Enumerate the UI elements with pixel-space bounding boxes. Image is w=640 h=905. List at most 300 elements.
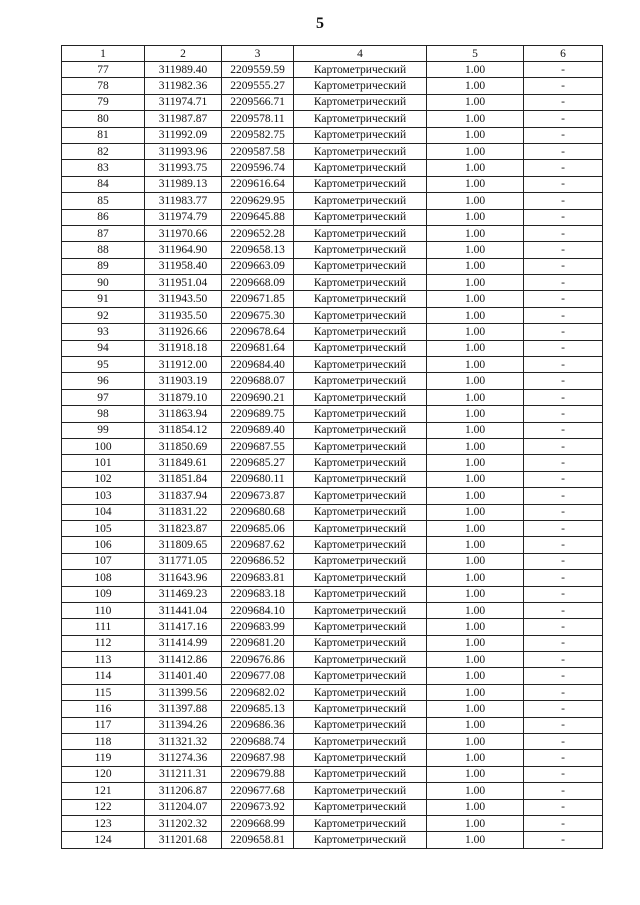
table-row xyxy=(62,127,603,143)
table-cell: 2209675.30 xyxy=(222,307,294,323)
table-cell: Картометрический xyxy=(294,799,427,815)
table-cell: 108 xyxy=(62,570,145,586)
table-cell: 86 xyxy=(62,209,145,225)
table-cell: 311202.32 xyxy=(145,815,222,831)
column-header: 4 xyxy=(294,46,427,62)
table-cell: Картометрический xyxy=(294,668,427,684)
table-cell: Картометрический xyxy=(294,209,427,225)
table-cell: 2209616.64 xyxy=(222,176,294,192)
table-cell: Картометрический xyxy=(294,307,427,323)
table-row xyxy=(62,62,603,78)
table-row xyxy=(62,783,603,799)
table-cell: - xyxy=(524,504,603,520)
table-cell: - xyxy=(524,127,603,143)
table-row xyxy=(62,422,603,438)
table-cell: 2209684.10 xyxy=(222,602,294,618)
table-row xyxy=(62,324,603,340)
table-cell: 121 xyxy=(62,783,145,799)
table-cell: 1.00 xyxy=(427,635,524,651)
table-cell: - xyxy=(524,488,603,504)
table-cell: - xyxy=(524,291,603,307)
table-row xyxy=(62,701,603,717)
table-cell: 2209683.81 xyxy=(222,570,294,586)
table-cell: - xyxy=(524,455,603,471)
table-row xyxy=(62,750,603,766)
table-cell: 2209688.07 xyxy=(222,373,294,389)
table-cell: 2209680.11 xyxy=(222,471,294,487)
table-row xyxy=(62,684,603,700)
table-cell: 2209688.74 xyxy=(222,734,294,750)
table-cell: 1.00 xyxy=(427,586,524,602)
table-cell: 81 xyxy=(62,127,145,143)
table-cell: 118 xyxy=(62,734,145,750)
table-cell: Картометрический xyxy=(294,373,427,389)
table-cell: 2209578.11 xyxy=(222,111,294,127)
table-cell: - xyxy=(524,422,603,438)
table-cell: 311204.07 xyxy=(145,799,222,815)
table-cell: - xyxy=(524,471,603,487)
table-cell: 311918.18 xyxy=(145,340,222,356)
table-cell: Картометрический xyxy=(294,275,427,291)
table-cell: 311912.00 xyxy=(145,357,222,373)
table-cell: - xyxy=(524,307,603,323)
table-cell: 110 xyxy=(62,602,145,618)
column-header: 2 xyxy=(145,46,222,62)
table-row xyxy=(62,94,603,110)
table-cell: 1.00 xyxy=(427,701,524,717)
table-cell: 1.00 xyxy=(427,307,524,323)
table-cell: 1.00 xyxy=(427,750,524,766)
table-cell: Картометрический xyxy=(294,504,427,520)
table-cell: 311987.87 xyxy=(145,111,222,127)
table-cell: 1.00 xyxy=(427,570,524,586)
table-cell: 311974.79 xyxy=(145,209,222,225)
table-cell: 1.00 xyxy=(427,62,524,78)
table-cell: 1.00 xyxy=(427,193,524,209)
table-row xyxy=(62,193,603,209)
table-cell: - xyxy=(524,832,603,848)
table-cell: Картометрический xyxy=(294,94,427,110)
table-row xyxy=(62,176,603,192)
table-cell: 1.00 xyxy=(427,832,524,848)
table-row xyxy=(62,652,603,668)
table-row xyxy=(62,307,603,323)
table-cell: Картометрический xyxy=(294,422,427,438)
table-cell: 92 xyxy=(62,307,145,323)
table-cell: 1.00 xyxy=(427,242,524,258)
table-cell: 1.00 xyxy=(427,553,524,569)
table-row xyxy=(62,357,603,373)
table-cell: 1.00 xyxy=(427,488,524,504)
table-cell: Картометрический xyxy=(294,471,427,487)
table-cell: 82 xyxy=(62,143,145,159)
table-cell: Картометрический xyxy=(294,750,427,766)
table-cell: 2209679.88 xyxy=(222,766,294,782)
table-cell: 311993.75 xyxy=(145,160,222,176)
table-row xyxy=(62,586,603,602)
table-cell: Картометрический xyxy=(294,602,427,618)
table-cell: 2209658.13 xyxy=(222,242,294,258)
table-cell: 98 xyxy=(62,406,145,422)
table-cell: 2209689.40 xyxy=(222,422,294,438)
table-cell: 123 xyxy=(62,815,145,831)
table-cell: 311412.86 xyxy=(145,652,222,668)
table-cell: Картометрический xyxy=(294,62,427,78)
table-cell: 2209559.59 xyxy=(222,62,294,78)
table-cell: - xyxy=(524,701,603,717)
table-cell: 2209684.40 xyxy=(222,357,294,373)
table-cell: 311850.69 xyxy=(145,438,222,454)
table-cell: - xyxy=(524,438,603,454)
table-cell: 311643.96 xyxy=(145,570,222,586)
table-cell: 117 xyxy=(62,717,145,733)
table-row xyxy=(62,242,603,258)
table-cell: - xyxy=(524,520,603,536)
table-cell: 311401.40 xyxy=(145,668,222,684)
table-cell: - xyxy=(524,799,603,815)
table-cell: 84 xyxy=(62,176,145,192)
table-cell: - xyxy=(524,766,603,782)
table-cell: - xyxy=(524,111,603,127)
table-cell: 2209663.09 xyxy=(222,258,294,274)
table-cell: 96 xyxy=(62,373,145,389)
table-cell: 1.00 xyxy=(427,455,524,471)
table-cell: 1.00 xyxy=(427,275,524,291)
table-cell: - xyxy=(524,94,603,110)
table-cell: Картометрический xyxy=(294,340,427,356)
table-row xyxy=(62,275,603,291)
table-cell: 311831.22 xyxy=(145,504,222,520)
table-cell: - xyxy=(524,209,603,225)
table-cell: 311809.65 xyxy=(145,537,222,553)
table-row xyxy=(62,209,603,225)
table-cell: 311321.32 xyxy=(145,734,222,750)
table-cell: 2209677.08 xyxy=(222,668,294,684)
table-cell: 2209671.85 xyxy=(222,291,294,307)
table-cell: 101 xyxy=(62,455,145,471)
table-cell: 2209658.81 xyxy=(222,832,294,848)
table-row xyxy=(62,111,603,127)
table-cell: Картометрический xyxy=(294,176,427,192)
table-cell: 311951.04 xyxy=(145,275,222,291)
table-cell: 311943.50 xyxy=(145,291,222,307)
table-row xyxy=(62,504,603,520)
table-cell: 311958.40 xyxy=(145,258,222,274)
table-cell: 2209683.99 xyxy=(222,619,294,635)
column-header: 5 xyxy=(427,46,524,62)
table-cell: 2209683.18 xyxy=(222,586,294,602)
table-cell: 1.00 xyxy=(427,537,524,553)
table-cell: 311974.71 xyxy=(145,94,222,110)
table-cell: 1.00 xyxy=(427,815,524,831)
table-cell: 311201.68 xyxy=(145,832,222,848)
table-cell: - xyxy=(524,275,603,291)
table-cell: - xyxy=(524,78,603,94)
table-cell: 2209685.27 xyxy=(222,455,294,471)
table-row xyxy=(62,717,603,733)
table-cell: 311823.87 xyxy=(145,520,222,536)
table-cell: Картометрический xyxy=(294,242,427,258)
table-cell: - xyxy=(524,619,603,635)
table-cell: 311854.12 xyxy=(145,422,222,438)
table-cell: 109 xyxy=(62,586,145,602)
table-cell: - xyxy=(524,602,603,618)
table-cell: - xyxy=(524,193,603,209)
table-cell: - xyxy=(524,783,603,799)
table-cell: - xyxy=(524,717,603,733)
table-cell: Картометрический xyxy=(294,635,427,651)
table-row xyxy=(62,471,603,487)
table-cell: - xyxy=(524,570,603,586)
table-cell: 1.00 xyxy=(427,422,524,438)
table-cell: Картометрический xyxy=(294,832,427,848)
table-cell: 311926.66 xyxy=(145,324,222,340)
table-cell: - xyxy=(524,586,603,602)
table-cell: - xyxy=(524,225,603,241)
table-cell: 311903.19 xyxy=(145,373,222,389)
table-cell: Картометрический xyxy=(294,815,427,831)
table-cell: 311837.94 xyxy=(145,488,222,504)
table-cell: 311399.56 xyxy=(145,684,222,700)
table-cell: 311206.87 xyxy=(145,783,222,799)
table-cell: 114 xyxy=(62,668,145,684)
table-cell: 311983.77 xyxy=(145,193,222,209)
table-cell: - xyxy=(524,635,603,651)
table-cell: 105 xyxy=(62,520,145,536)
table-cell: 2209668.99 xyxy=(222,815,294,831)
table-cell: 116 xyxy=(62,701,145,717)
table-cell: Картометрический xyxy=(294,455,427,471)
table-cell: 2209566.71 xyxy=(222,94,294,110)
table-cell: Картометрический xyxy=(294,127,427,143)
table-cell: - xyxy=(524,143,603,159)
table-cell: 99 xyxy=(62,422,145,438)
table-row xyxy=(62,668,603,684)
table-cell: 311441.04 xyxy=(145,602,222,618)
table-cell: 311970.66 xyxy=(145,225,222,241)
table-cell: 113 xyxy=(62,652,145,668)
table-cell: 311397.88 xyxy=(145,701,222,717)
table-cell: 311849.61 xyxy=(145,455,222,471)
table-cell: Картометрический xyxy=(294,193,427,209)
table-cell: 111 xyxy=(62,619,145,635)
column-header: 1 xyxy=(62,46,145,62)
table-cell: Картометрический xyxy=(294,553,427,569)
table-row xyxy=(62,373,603,389)
table-cell: Картометрический xyxy=(294,684,427,700)
table-cell: Картометрический xyxy=(294,734,427,750)
table-row xyxy=(62,734,603,750)
table-row xyxy=(62,488,603,504)
table-cell: 119 xyxy=(62,750,145,766)
table-cell: - xyxy=(524,340,603,356)
table-cell: 311863.94 xyxy=(145,406,222,422)
table-row xyxy=(62,570,603,586)
table-cell: 1.00 xyxy=(427,799,524,815)
table-cell: - xyxy=(524,357,603,373)
table-cell: 104 xyxy=(62,504,145,520)
table-cell: 112 xyxy=(62,635,145,651)
table-cell: 94 xyxy=(62,340,145,356)
table-cell: - xyxy=(524,553,603,569)
table-cell: 2209596.74 xyxy=(222,160,294,176)
table-row xyxy=(62,832,603,848)
table-cell: 80 xyxy=(62,111,145,127)
table-header-row xyxy=(62,46,603,62)
table-cell: 2209686.52 xyxy=(222,553,294,569)
column-header: 3 xyxy=(222,46,294,62)
table-cell: 311989.13 xyxy=(145,176,222,192)
table-row xyxy=(62,225,603,241)
table-cell: - xyxy=(524,389,603,405)
table-cell: - xyxy=(524,750,603,766)
table-cell: Картометрический xyxy=(294,143,427,159)
table-cell: 1.00 xyxy=(427,619,524,635)
table-row xyxy=(62,258,603,274)
table-cell: 90 xyxy=(62,275,145,291)
table-row xyxy=(62,389,603,405)
table-cell: 2209681.20 xyxy=(222,635,294,651)
coordinates-table xyxy=(61,45,603,849)
table-cell: 120 xyxy=(62,766,145,782)
table-cell: 93 xyxy=(62,324,145,340)
table-cell: 2209677.68 xyxy=(222,783,294,799)
table-cell: Картометрический xyxy=(294,520,427,536)
table-cell: Картометрический xyxy=(294,111,427,127)
table-cell: 311211.31 xyxy=(145,766,222,782)
table-cell: 311469.23 xyxy=(145,586,222,602)
table-cell: 1.00 xyxy=(427,94,524,110)
table-cell: 88 xyxy=(62,242,145,258)
table-cell: 1.00 xyxy=(427,291,524,307)
table-cell: 1.00 xyxy=(427,668,524,684)
table-cell: Картометрический xyxy=(294,291,427,307)
table-row xyxy=(62,406,603,422)
table-cell: 311964.90 xyxy=(145,242,222,258)
table-cell: 2209690.21 xyxy=(222,389,294,405)
table-cell: Картометрический xyxy=(294,766,427,782)
table-cell: Картометрический xyxy=(294,619,427,635)
table-cell: Картометрический xyxy=(294,783,427,799)
table-cell: Картометрический xyxy=(294,78,427,94)
table-cell: - xyxy=(524,537,603,553)
table-cell: 95 xyxy=(62,357,145,373)
table-cell: 2209652.28 xyxy=(222,225,294,241)
table-cell: 1.00 xyxy=(427,504,524,520)
table-cell: 2209676.86 xyxy=(222,652,294,668)
table-cell: 1.00 xyxy=(427,520,524,536)
table-cell: 2209673.87 xyxy=(222,488,294,504)
table-row xyxy=(62,799,603,815)
table-cell: - xyxy=(524,160,603,176)
table-cell: 1.00 xyxy=(427,783,524,799)
table-cell: 102 xyxy=(62,471,145,487)
table-row xyxy=(62,766,603,782)
table-cell: 311394.26 xyxy=(145,717,222,733)
table-cell: 1.00 xyxy=(427,357,524,373)
table-cell: Картометрический xyxy=(294,701,427,717)
table-cell: 1.00 xyxy=(427,143,524,159)
table-cell: Картометрический xyxy=(294,258,427,274)
table-cell: 1.00 xyxy=(427,438,524,454)
table-cell: Картометрический xyxy=(294,357,427,373)
table-cell: 77 xyxy=(62,62,145,78)
table-row xyxy=(62,537,603,553)
table-cell: 2209668.09 xyxy=(222,275,294,291)
table-row xyxy=(62,619,603,635)
table-cell: 115 xyxy=(62,684,145,700)
table-cell: 2209678.64 xyxy=(222,324,294,340)
table-cell: 1.00 xyxy=(427,258,524,274)
table-body xyxy=(62,62,603,849)
table-row xyxy=(62,291,603,307)
table-cell: 1.00 xyxy=(427,225,524,241)
table-row xyxy=(62,815,603,831)
table-cell: 91 xyxy=(62,291,145,307)
table-cell: 1.00 xyxy=(427,406,524,422)
table-cell: 97 xyxy=(62,389,145,405)
table-cell: 1.00 xyxy=(427,340,524,356)
table-cell: 2209582.75 xyxy=(222,127,294,143)
table-cell: - xyxy=(524,734,603,750)
table-row xyxy=(62,78,603,94)
table-cell: 2209673.92 xyxy=(222,799,294,815)
table-cell: 311771.05 xyxy=(145,553,222,569)
table-cell: 1.00 xyxy=(427,652,524,668)
table-cell: 1.00 xyxy=(427,734,524,750)
table-row xyxy=(62,160,603,176)
table-row xyxy=(62,455,603,471)
table-cell: - xyxy=(524,62,603,78)
page-number: 5 xyxy=(316,15,324,32)
table-cell: 2209682.02 xyxy=(222,684,294,700)
table-cell: 1.00 xyxy=(427,209,524,225)
table-cell: Картометрический xyxy=(294,225,427,241)
table-cell: 1.00 xyxy=(427,160,524,176)
table-cell: 311417.16 xyxy=(145,619,222,635)
table-cell: 103 xyxy=(62,488,145,504)
table-cell: Картометрический xyxy=(294,537,427,553)
table-cell: Картометрический xyxy=(294,438,427,454)
table-cell: 106 xyxy=(62,537,145,553)
table-row xyxy=(62,602,603,618)
table-cell: 311989.40 xyxy=(145,62,222,78)
table-cell: Картометрический xyxy=(294,586,427,602)
table-cell: 2209681.64 xyxy=(222,340,294,356)
table-row xyxy=(62,143,603,159)
table-cell: Картометрический xyxy=(294,717,427,733)
table-cell: - xyxy=(524,406,603,422)
table-cell: 1.00 xyxy=(427,176,524,192)
table-cell: 1.00 xyxy=(427,127,524,143)
table-cell: 1.00 xyxy=(427,389,524,405)
table-cell: - xyxy=(524,373,603,389)
table-cell: 1.00 xyxy=(427,111,524,127)
table-cell: - xyxy=(524,815,603,831)
table-cell: - xyxy=(524,176,603,192)
table-row xyxy=(62,520,603,536)
table-cell: 311414.99 xyxy=(145,635,222,651)
table-cell: 1.00 xyxy=(427,684,524,700)
table-cell: Картометрический xyxy=(294,652,427,668)
table-cell: Картометрический xyxy=(294,389,427,405)
table-cell: 1.00 xyxy=(427,373,524,389)
table-cell: 89 xyxy=(62,258,145,274)
table-cell: 122 xyxy=(62,799,145,815)
table-cell: 311982.36 xyxy=(145,78,222,94)
table-cell: - xyxy=(524,258,603,274)
table-cell: 1.00 xyxy=(427,324,524,340)
